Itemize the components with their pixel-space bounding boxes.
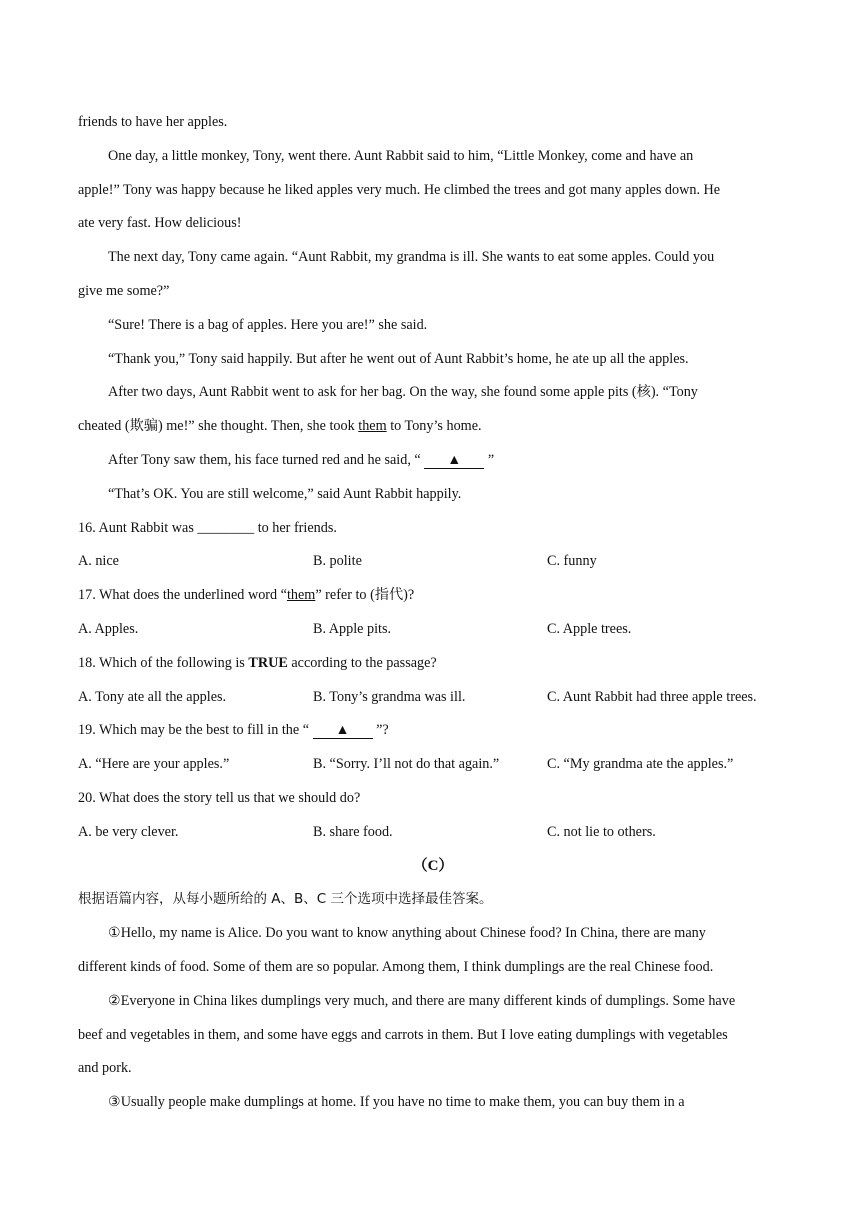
option-a: A. be very clever. [78, 823, 179, 840]
option-b: B. Apple pits. [313, 620, 392, 637]
passage-line: friends to have her apples. [78, 114, 228, 130]
question-stem: 16. Aunt Rabbit was ________ to her friends. [78, 519, 337, 536]
question-options [78, 819, 788, 853]
question-options [78, 684, 788, 718]
passage-line: and pork. [78, 1060, 132, 1077]
option-b: B. polite [313, 553, 362, 570]
passage-line: beef and vegetables in them, and some have eggs and carrots in them. But I love eating dumplings with vegetables [78, 1026, 728, 1043]
passage-line: ate very fast. How delicious! [78, 215, 242, 232]
question-stem: 20. What does the story tell us that we should do? [78, 789, 361, 806]
passage-line: After Tony saw them, his face turned red and he said, “ ▲ ” [108, 451, 495, 468]
option-b: B. share food. [313, 823, 393, 840]
passage-line: ①Hello, my name is Alice. Do you want to know anything about Chinese food? In China, there are many [108, 925, 706, 942]
passage-line: cheated (欺骗) me!” she thought. Then, she took them to Tony’s home. [78, 418, 482, 435]
passage-line: apple!” Tony was happy because he liked apples very much. He climbed the trees and got many apples down. He [78, 181, 721, 198]
question-stem: 19. Which may be the best to fill in the “ ▲ ”? [78, 722, 389, 739]
answer-blank: ▲ [313, 722, 373, 739]
passage-line: After two days, Aunt Rabbit went to ask for her bag. On the way, she found some apple pits (核). “Tony [108, 384, 698, 401]
question-options [78, 548, 788, 582]
option-a: A. Apples. [78, 620, 139, 637]
document-page [78, 109, 788, 1123]
passage-line: One day, a little monkey, Tony, went there. Aunt Rabbit said to him, “Little Monkey, come and have an [108, 147, 694, 164]
underlined-word: them [358, 418, 387, 435]
option-c: C. Apple trees. [547, 620, 632, 637]
question-options [78, 751, 788, 785]
option-c: C. “My grandma ate the apples.” [547, 756, 734, 773]
passage-line: The next day, Tony came again. “Aunt Rabbit, my grandma is ill. She wants to eat some apples. Could you [108, 249, 715, 266]
underlined-word: them [286, 587, 316, 604]
option-c: C. not lie to others. [547, 823, 656, 840]
section-title: （C） [412, 857, 454, 874]
option-b: B. Tony’s grandma was ill. [313, 688, 466, 705]
passage-line: “That’s OK. You are still welcome,” said Aunt Rabbit happily. [108, 485, 462, 502]
passage-line: ②Everyone in China likes dumplings very much, and there are many different kinds of dumplings. Some have [108, 992, 736, 1009]
bold-word: TRUE [248, 654, 288, 671]
answer-blank: ▲ [424, 452, 484, 469]
option-c: C. funny [547, 553, 597, 570]
option-a: A. Tony ate all the apples. [78, 688, 227, 705]
passage-line: ③Usually people make dumplings at home. If you have no time to make them, you can buy them in a [108, 1094, 685, 1111]
question-stem: 18. Which of the following is TRUE according to the passage? [78, 654, 437, 671]
passage-line: give me some?” [78, 282, 170, 299]
option-c: C. Aunt Rabbit had three apple trees. [547, 688, 757, 705]
passage-line: “Thank you,” Tony said happily. But after he went out of Aunt Rabbit’s home, he ate up all the apples. [108, 350, 689, 367]
option-b: B. “Sorry. I’ll not do that again.” [313, 756, 500, 773]
section-instruction: 根据语篇内容，从每小题所给的 A、B、C 三个选项中选择最佳答案。 [78, 891, 493, 908]
passage-line: “Sure! There is a bag of apples. Here you are!” she said. [108, 316, 428, 333]
question-stem: 17. What does the underlined word “them” refer to (指代)? [78, 587, 415, 604]
option-a: A. “Here are your apples.” [78, 756, 230, 773]
question-options [78, 616, 788, 650]
passage-line: different kinds of food. Some of them are so popular. Among them, I think dumplings are the real Chinese food. [78, 958, 714, 975]
option-a: A. nice [78, 553, 119, 570]
